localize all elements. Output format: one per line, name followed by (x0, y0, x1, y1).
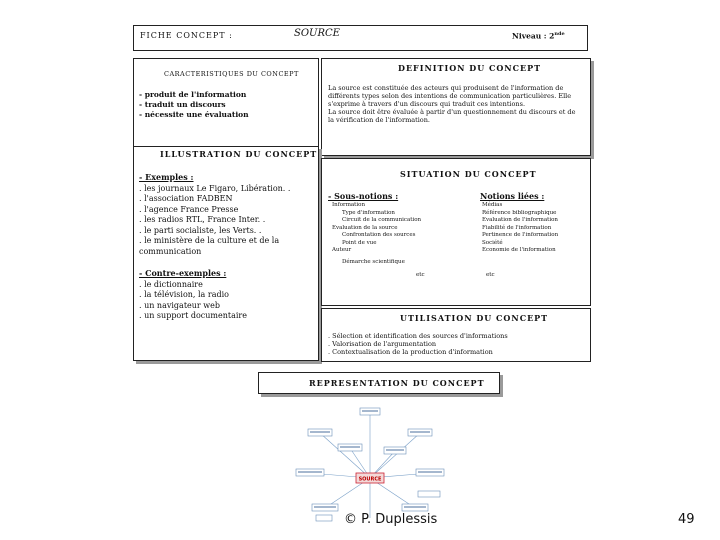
caracteristiques-list (139, 90, 249, 120)
notion-liee-item: Economie de l'information (482, 247, 556, 253)
exemple-item: . les radios RTL, France Inter. . (139, 215, 266, 224)
notion-liee-item: Société (482, 239, 503, 246)
situation-title: SITUATION DU CONCEPT (400, 169, 537, 179)
illustration-box (133, 146, 319, 361)
exemples-list (139, 172, 290, 257)
notions-liees-etc: etc (486, 272, 495, 278)
sous-notions-etc: etc (416, 272, 425, 278)
representation-title-box (258, 372, 500, 394)
notion-liee-item: Evaluation de l'information (482, 217, 558, 223)
contre-exemple-item: . un support documentaire (139, 311, 247, 320)
niveau-label: Niveau : 2nde (512, 31, 565, 41)
definition-line: différents types selon des intentions de communication particulières. Elle (328, 92, 572, 100)
caracteristiques-box (133, 58, 319, 156)
contre-exemple-item: . le dictionnaire (139, 279, 203, 289)
caracteristique-item: - produit de l'information (139, 90, 247, 99)
utilisation-item: . Contextualisation de la production d'information (328, 348, 493, 356)
sous-notion-item: Démarche scientifique (342, 258, 405, 265)
sous-notion-item: Type d'information (342, 209, 395, 216)
concept-map-center-label: SOURCE (358, 476, 382, 483)
sous-notion-item: Information (332, 202, 366, 208)
notions-liees-label: Notions liées : (480, 191, 545, 201)
representation-title: REPRESENTATION DU CONCEPT (309, 378, 485, 388)
fiche-concept-label: FICHE CONCEPT : (140, 31, 233, 40)
notion-liee-item: Fiabilité de l'information (482, 224, 552, 231)
exemple-item: . l'agence France Presse (139, 204, 239, 214)
sous-notion-item: Point de vue (342, 239, 377, 246)
copyright: © P. Duplessis (344, 512, 438, 527)
sous-notions-list (332, 202, 421, 266)
exemple-item: . le parti socialiste, les Verts. . (139, 225, 262, 235)
page-number: 49 (678, 512, 695, 527)
header-box (133, 25, 588, 51)
utilisation-list (328, 332, 508, 356)
caracteristique-item: - traduit un discours (139, 100, 226, 109)
utilisation-item: . Valorisation de l'argumentation (328, 340, 437, 348)
sous-notion-item: Circuit de la communication (342, 217, 422, 223)
illustration-title: ILLUSTRATION DU CONCEPT (160, 149, 318, 159)
definition-line: la vérification de l'information. (328, 116, 430, 124)
contre-exemples-list (139, 268, 247, 322)
notion-liee-item: Pertinence de l'information (482, 232, 559, 238)
sous-notions-label: - Sous-notions : (328, 191, 399, 201)
sous-notion-item: Auteur (332, 247, 352, 253)
exemple-item: . les journaux Le Figaro, Libération. . (139, 183, 291, 193)
definition-text (328, 84, 575, 124)
concept-map (290, 403, 450, 528)
sous-notion-item: Confrontation des sources (342, 232, 416, 238)
sous-notion-item: Evaluation de la source (332, 224, 398, 231)
definition-box (321, 58, 591, 156)
caracteristique-item: - nécessite une évaluation (139, 110, 249, 119)
utilisation-item: . Sélection et identification des sources d'informations (328, 332, 508, 340)
utilisation-title: UTILISATION DU CONCEPT (400, 313, 549, 323)
caracteristiques-title: CARACTERISTIQUES DU CONCEPT (164, 70, 299, 78)
contre-exemple-item: . la télévision, la radio (139, 290, 229, 299)
utilisation-box (321, 308, 591, 362)
exemple-item: communication (139, 246, 202, 256)
exemple-item: . le ministère de la culture et de la (139, 236, 280, 245)
notions-liees-list (482, 202, 558, 255)
contre-exemples-label: - Contre-exemples : (139, 268, 227, 278)
definition-line: La source est constituée des acteurs qui produisent de l'information de (328, 84, 564, 92)
definition-title: DEFINITION DU CONCEPT (398, 63, 542, 73)
exemple-item: . l'association FADBEN (139, 194, 233, 203)
situation-box (321, 158, 591, 306)
notion-liee-item: Médias (482, 202, 503, 208)
notion-liee-item: Référence bibliographique (482, 209, 557, 216)
source-title: SOURCE (294, 28, 340, 39)
definition-line: s'exprime à travers d'un discours qui traduit ces intentions. (328, 100, 526, 108)
exemples-label: - Exemples : (139, 172, 194, 182)
definition-line: La source doit être évaluée à partir d'un questionnement du discours et de (328, 108, 576, 116)
contre-exemple-item: . un navigateur web (139, 300, 220, 310)
